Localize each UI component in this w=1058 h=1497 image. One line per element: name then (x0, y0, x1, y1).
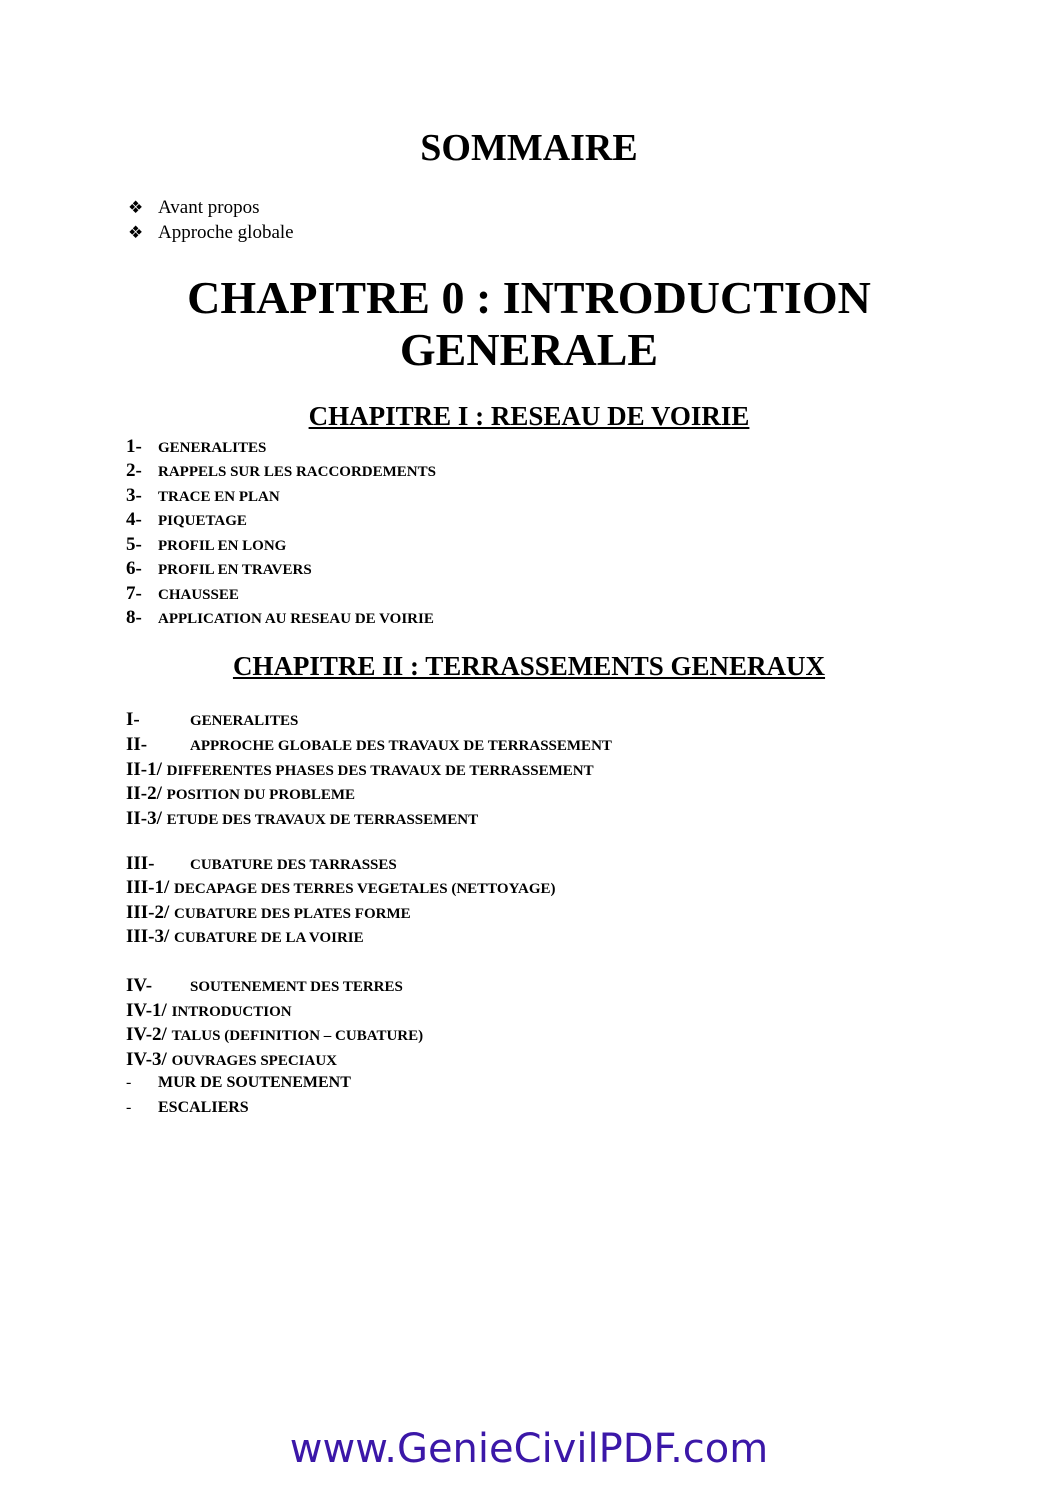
toc-subsection (126, 902, 411, 924)
toc-section (126, 709, 298, 731)
toc-item-number: 8- (126, 607, 142, 628)
toc-item (126, 436, 266, 458)
page-title: SOMMAIRE (420, 127, 638, 169)
toc-subsection-label: DIFFERENTES PHASES DES TRAVAUX DE TERRASSEMENT (166, 763, 594, 779)
toc-item (126, 534, 286, 556)
toc-item (126, 509, 247, 531)
list-item-label: Avant propos (158, 197, 260, 218)
toc-section-label: CUBATURE DES TARRASSES (190, 857, 397, 873)
toc-subsection (126, 1000, 292, 1022)
toc-subsection-number: IV-2/ (126, 1024, 167, 1045)
toc-dash-item (126, 1074, 351, 1092)
toc-section-number: IV- (126, 975, 153, 996)
toc-subsection-number: III-1/ (126, 877, 170, 898)
toc-section-label: SOUTENEMENT DES TERRES (190, 979, 403, 995)
toc-section (126, 853, 397, 875)
toc-subsection-number: IV-1/ (126, 1000, 167, 1021)
chapter0-title-line2: GENERALE (399, 324, 659, 375)
toc-item-number: 1- (126, 436, 142, 457)
chapter2-heading: CHAPITRE II : TERRASSEMENTS GENERAUX (232, 651, 826, 681)
toc-subsection-number: II-1/ (126, 759, 162, 780)
footer-website-link[interactable]: www.GenieCivilPDF.com (289, 1426, 769, 1472)
toc-item (126, 460, 436, 482)
toc-section (126, 734, 612, 756)
toc-subsection (126, 783, 355, 805)
toc-subsection (126, 759, 594, 781)
toc-subsection-number: IV-3/ (126, 1049, 167, 1070)
toc-item-label: PROFIL EN TRAVERS (158, 562, 312, 578)
toc-subsection (126, 1024, 423, 1046)
toc-item-number: 3- (126, 485, 142, 506)
toc-dash-item-label: MUR DE SOUTENEMENT (158, 1074, 351, 1091)
toc-item (126, 485, 280, 507)
toc-item-number: 5- (126, 534, 142, 555)
toc-item-number: 6- (126, 558, 142, 579)
toc-item-label: PROFIL EN LONG (158, 538, 287, 554)
toc-subsection (126, 877, 556, 899)
toc-item-number: 7- (126, 583, 142, 604)
toc-dash-item (126, 1099, 249, 1117)
toc-subsection (126, 808, 478, 830)
toc-subsection-number: II-3/ (126, 808, 162, 829)
toc-item-label: PIQUETAGE (158, 513, 247, 529)
chapter0-title-line1: CHAPITRE 0 : INTRODUCTION (187, 272, 871, 323)
toc-section-label: APPROCHE GLOBALE DES TRAVAUX DE TERRASSEMENT (190, 738, 612, 754)
toc-item (126, 583, 239, 605)
toc-subsection-label: ETUDE DES TRAVAUX DE TERRASSEMENT (166, 812, 479, 828)
dash-marker: - (126, 1099, 132, 1116)
toc-item (126, 558, 312, 580)
toc-subsection-label: OUVRAGES SPECIAUX (171, 1053, 338, 1069)
toc-subsection-label: TALUS (DEFINITION – CUBATURE) (171, 1028, 424, 1044)
diamond-bullet-icon: ❖ (128, 223, 144, 242)
toc-dash-item-label: ESCALIERS (158, 1099, 249, 1116)
toc-subsection-number: III-2/ (126, 902, 170, 923)
list-item (128, 222, 294, 244)
toc-subsection-label: CUBATURE DE LA VOIRIE (174, 930, 364, 946)
toc-subsection-label: DECAPAGE DES TERRES VEGETALES (NETTOYAGE) (174, 881, 556, 897)
dash-marker: - (126, 1074, 132, 1091)
toc-item-label: TRACE EN PLAN (158, 489, 280, 505)
toc-item-label: APPLICATION AU RESEAU DE VOIRIE (158, 611, 434, 627)
toc-item-label: CHAUSSEE (158, 587, 239, 603)
toc-subsection-label: CUBATURE DES PLATES FORME (174, 906, 411, 922)
toc-subsection-number: II-2/ (126, 783, 162, 804)
toc-subsection-label: POSITION DU PROBLEME (166, 787, 356, 803)
toc-subsection (126, 1049, 337, 1071)
toc-item-number: 4- (126, 509, 142, 530)
toc-item-number: 2- (126, 460, 142, 481)
toc-item-label: GENERALITES (158, 440, 267, 456)
toc-section (126, 975, 403, 997)
toc-section-label: GENERALITES (190, 713, 299, 729)
toc-subsection (126, 926, 364, 948)
toc-section-number: III- (126, 853, 155, 874)
toc-subsection-label: INTRODUCTION (171, 1004, 292, 1020)
toc-item (126, 607, 434, 629)
toc-item-label: RAPPELS SUR LES RACCORDEMENTS (158, 464, 436, 480)
toc-section-number: II- (126, 734, 148, 755)
toc-section-number: I- (126, 709, 140, 730)
chapter1-heading: CHAPITRE I : RESEAU DE VOIRIE (308, 401, 750, 431)
list-item (128, 197, 260, 219)
toc-subsection-number: III-3/ (126, 926, 170, 947)
list-item-label: Approche globale (158, 222, 294, 243)
diamond-bullet-icon: ❖ (128, 198, 144, 217)
